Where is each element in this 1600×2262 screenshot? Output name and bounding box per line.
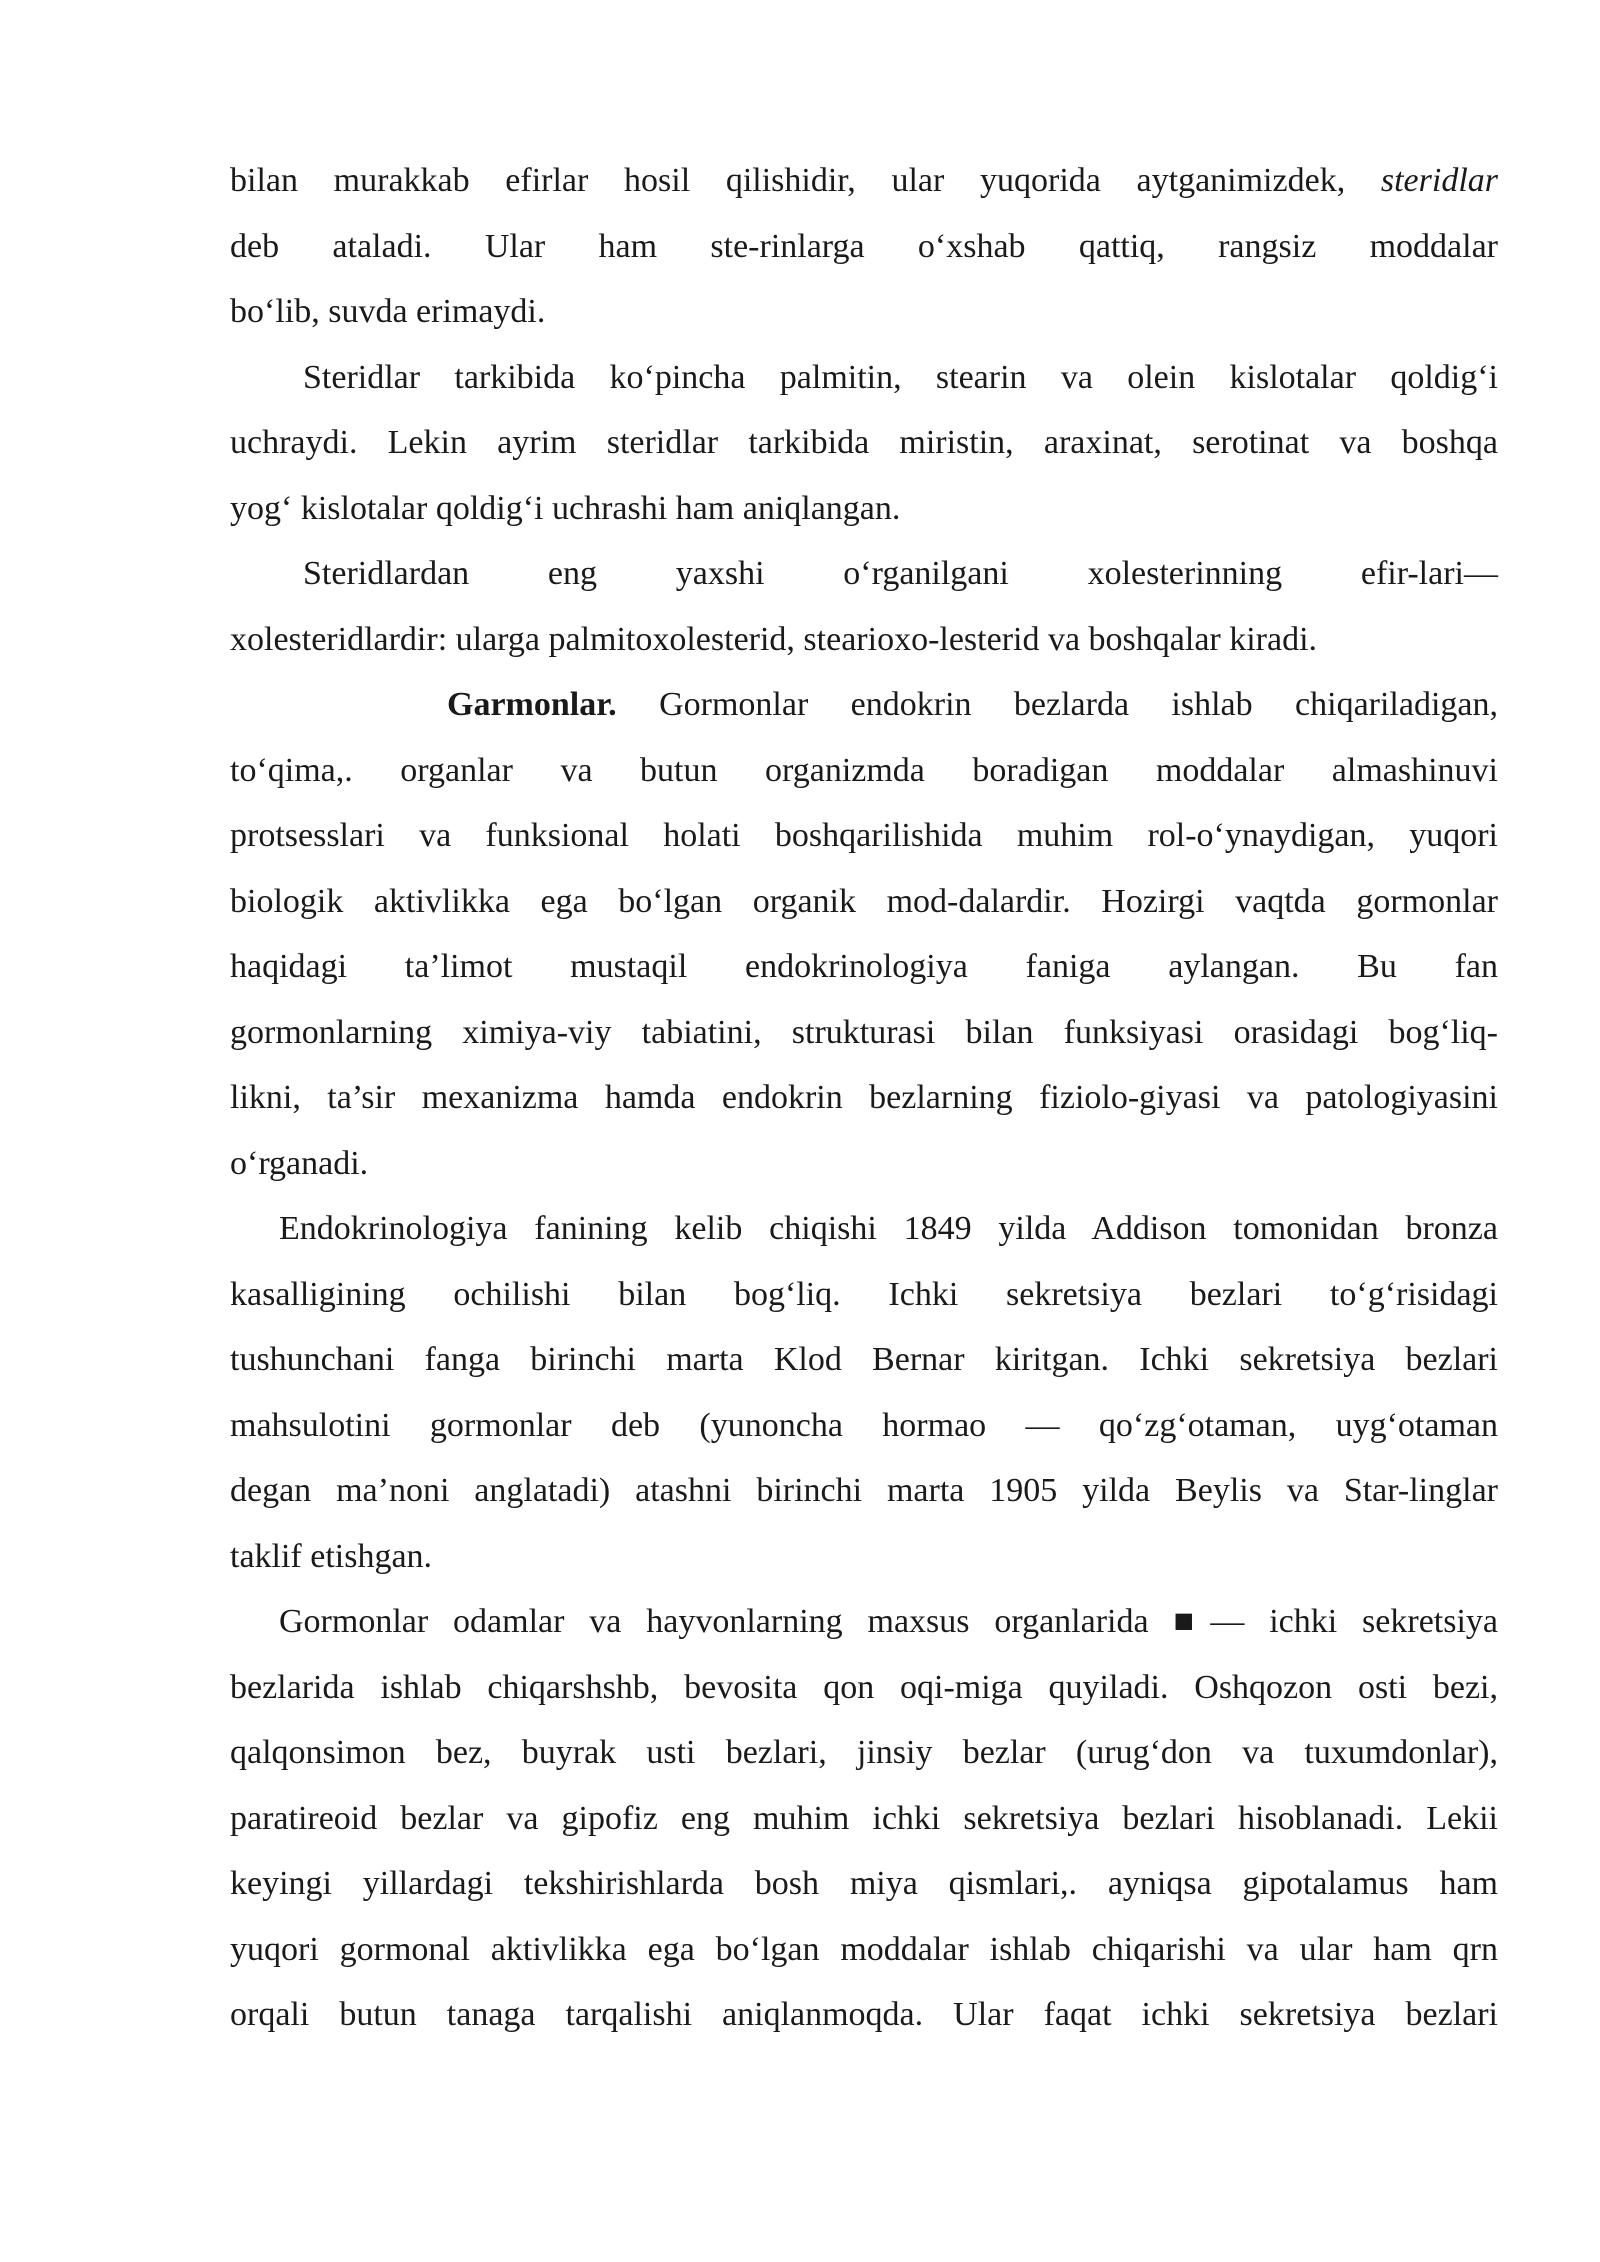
paragraph-xolesteridlar xyxy=(230,541,1498,672)
text-line: Gormonlar odamlar va hayvonlarning maxsus organlarida ■— ichki sekretsiya xyxy=(279,1603,1498,1640)
text-line-content: bilan murakkab efirlar hosil qilishidir, ular yuqorida aytganimizdek, xyxy=(230,162,1381,199)
text-line: to‘qima,. organlar va butun organizmda boradigan moddalar almashinuvi xyxy=(230,751,1498,789)
section-heading: Garmonlar. xyxy=(447,686,617,723)
text-line: Steridlar tarkibida ko‘pincha palmitin, stearin va olein kislotalar qoldig‘i xyxy=(303,358,1498,396)
text-line: xolesteridlardir: ularga palmitoxolesterid, stearioxo-lesterid va boshqalar kiradi. xyxy=(230,620,1318,658)
paragraph-garmonlar xyxy=(230,672,1498,1196)
italic-term: steridlar xyxy=(1380,162,1498,199)
paragraph-endokrinologiya-history xyxy=(230,1196,1498,1589)
text-line: degan ma’noni anglatadi) atashni birinchi marta 1905 yilda Beylis va Star-linglar xyxy=(230,1472,1498,1509)
text-line: protsesslari va funksional holati boshqarilishida muhim rol-o‘ynaydigan, yuqori xyxy=(230,817,1498,854)
document-page xyxy=(230,148,1498,2048)
text-line: yuqori gormonal aktivlikka ega bo‘lgan moddalar ishlab chiqarishi va ular ham qrn xyxy=(230,1930,1498,1968)
paragraph-gormonlar-secretion xyxy=(230,1589,1498,2048)
text-line: likni, ta’sir mexanizma hamda endokrin bezlarning fiziolo-giyasi va patologiyasini xyxy=(230,1079,1498,1116)
text-line: deb ataladi. Ular ham ste-rinlarga o‘xshab qattiq, rangsiz moddalar xyxy=(230,227,1498,265)
text-line: bo‘lib, suvda erimaydi. xyxy=(230,293,546,330)
text-line xyxy=(230,148,1498,214)
text-line: paratireoid bezlar va gipofiz eng muhim ichki sekretsiya bezlari hisoblanadi. Lekii xyxy=(230,1799,1498,1837)
text-line: keyingi yillardagi tekshirishlarda bosh miya qismlari,. ayniqsa gipotalamus ham xyxy=(230,1865,1498,1902)
paragraph-steridlar-composition xyxy=(230,345,1498,542)
paragraph-steridlar-definition xyxy=(230,148,1498,345)
text-line: Steridlardan eng yaxshi o‘rganilgani xolesterinning efir-lari— xyxy=(303,555,1498,592)
text-line-content: Gormonlar endokrin bezlarda ishlab chiqariladigan, xyxy=(616,686,1498,723)
text-line: bezlarida ishlab chiqarshshb, bevosita qon oqi-miga quyiladi. Oshqozon osti bezi, xyxy=(230,1668,1498,1706)
text-line: qalqonsimon bez, buyrak usti bezlari, jinsiy bezlar (urug‘don va tuxumdonlar), xyxy=(230,1734,1498,1771)
text-line: orqali butun tanaga tarqalishi aniqlanmoqda. Ular faqat ichki sekretsiya bezlari xyxy=(230,1996,1498,2033)
text-line xyxy=(230,672,1498,738)
text-line: gormonlarning ximiya-viy tabiatini, strukturasi bilan funksiyasi orasidagi bog‘liq- xyxy=(230,1013,1498,1051)
text-line: yog‘ kislotalar qoldig‘i uchrashi ham aniqlangan. xyxy=(230,489,901,527)
text-line: o‘rganadi. xyxy=(230,1144,369,1182)
text-line: mahsulotini gormonlar deb (yunoncha hormao — qo‘zg‘otaman, uyg‘otaman xyxy=(230,1406,1498,1444)
text-line: uchraydi. Lekin ayrim steridlar tarkibida miristin, araxinat, serotinat va boshqa xyxy=(230,424,1498,461)
text-line: Endokrinologiya fanining kelib chiqishi 1849 yilda Addison tomonidan bronza xyxy=(279,1210,1498,1247)
text-line: tushunchani fanga birinchi marta Klod Bernar kiritgan. Ichki sekretsiya bezlari xyxy=(230,1341,1498,1378)
text-line: haqidagi ta’limot mustaqil endokrinologiya faniga aylangan. Bu fan xyxy=(230,948,1498,985)
text-line: biologik aktivlikka ega bo‘lgan organik mod-dalardir. Hozirgi vaqtda gormonlar xyxy=(230,882,1498,920)
text-line: taklif etishgan. xyxy=(230,1537,433,1575)
text-line: kasalligining ochilishi bilan bog‘liq. Ichki sekretsiya bezlari to‘g‘risidagi xyxy=(230,1275,1498,1313)
